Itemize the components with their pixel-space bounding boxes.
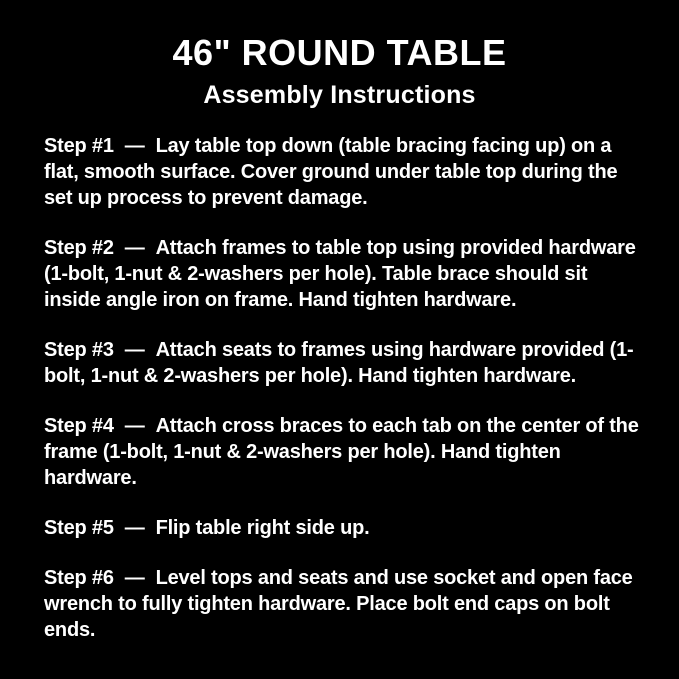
page-title: 46" ROUND TABLE <box>172 32 507 73</box>
step-label: Step #2 <box>44 237 114 259</box>
step-label: Step #3 <box>44 339 114 361</box>
page-subtitle: Assembly Instructions <box>203 81 476 109</box>
em-dash: — <box>124 339 145 361</box>
em-dash: — <box>124 415 145 437</box>
step-label: Step #1 <box>44 135 114 157</box>
step-text: Attach seats to frames using hardware provided (1-bolt, 1-nut & 2-washers per hole). Hand tighten hardware. <box>44 339 634 387</box>
step-label: Step #6 <box>44 567 114 589</box>
step-item-4 <box>44 413 639 491</box>
step-text: Attach frames to table top using provided hardware (1-bolt, 1-nut & 2-washers per hole). Table brace should sit inside angle iron on frame. Hand tighten hardware. <box>44 237 636 311</box>
step-text: Level tops and seats and use socket and open face wrench to fully tighten hardware. Place bolt end caps on bolt ends. <box>44 567 633 641</box>
em-dash: — <box>124 567 145 589</box>
step-item-5 <box>44 515 639 541</box>
step-text: Attach cross braces to each tab on the center of the frame (1-bolt, 1-nut & 2-washers per hole). Hand tighten hardware. <box>44 415 639 489</box>
step-item-2 <box>44 235 639 313</box>
em-dash: — <box>124 517 145 539</box>
steps-list <box>0 109 679 643</box>
step-item-1 <box>44 133 639 211</box>
step-label: Step #5 <box>44 517 114 539</box>
step-item-6 <box>44 565 639 643</box>
em-dash: — <box>124 135 145 157</box>
em-dash: — <box>124 237 145 259</box>
header <box>0 0 679 109</box>
step-text: Flip table right side up. <box>155 517 370 539</box>
step-label: Step #4 <box>44 415 114 437</box>
step-item-3 <box>44 337 639 389</box>
step-text: Lay table top down (table bracing facing up) on a flat, smooth surface. Cover ground under table top during the set up process to prevent damage. <box>44 135 618 209</box>
